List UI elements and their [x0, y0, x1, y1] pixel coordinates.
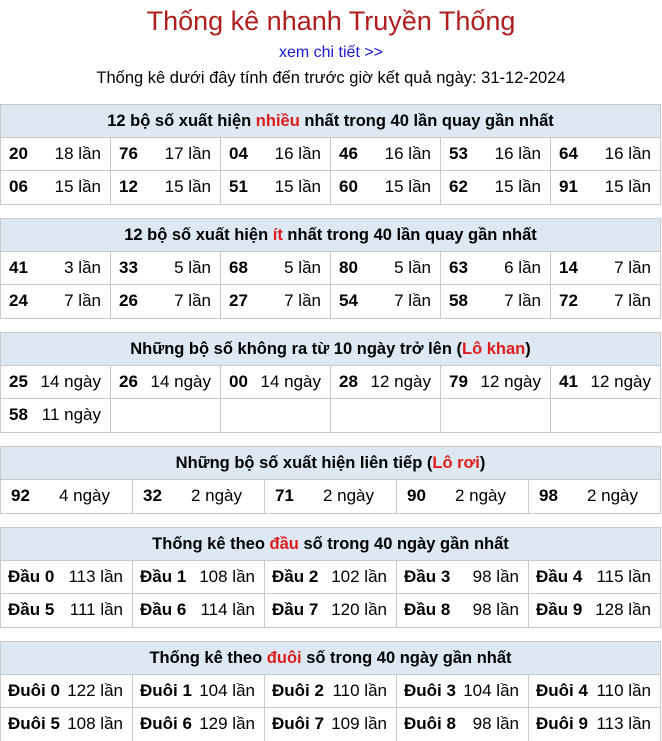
stat-count: 4 ngày — [58, 486, 110, 505]
stat-number: 20 — [9, 144, 28, 163]
stat-number: 14 — [559, 258, 578, 277]
stat-count: 98 lần — [472, 714, 519, 733]
stat-number: 90 — [407, 486, 426, 505]
stat-cell — [265, 594, 397, 627]
stat-cell — [265, 708, 397, 741]
title-highlight: Lô khan — [461, 340, 526, 358]
stat-count: 5 lần — [284, 258, 321, 277]
stat-count: 15 lần — [604, 177, 651, 196]
duoi-section — [0, 641, 661, 741]
stat-cell — [551, 285, 660, 318]
stat-number: 00 — [229, 372, 248, 391]
stat-number: 04 — [229, 144, 248, 163]
stat-number: 62 — [449, 177, 468, 196]
stat-number: 25 — [9, 372, 28, 391]
stat-cell — [133, 708, 265, 741]
title-highlight: Lô rơi — [432, 454, 480, 472]
stat-cell — [265, 675, 397, 707]
title-text: 12 bộ số xuất hiện — [107, 112, 256, 130]
empty-cell — [111, 399, 221, 432]
stat-count: 17 lần — [164, 144, 211, 163]
stat-cell — [529, 480, 660, 513]
lo-roi-row — [1, 480, 660, 513]
most-frequent-section — [0, 104, 661, 205]
stat-cell — [551, 366, 660, 398]
stat-number: 58 — [9, 405, 28, 424]
stat-count: 3 lần — [64, 258, 101, 277]
stat-cell — [221, 285, 331, 318]
stat-cell — [1, 399, 111, 432]
stat-count: 15 lần — [494, 177, 541, 196]
stat-count: 12 ngày — [370, 372, 431, 391]
stat-number: 80 — [339, 258, 358, 277]
table-row — [1, 252, 660, 285]
stat-number: 32 — [143, 486, 162, 505]
stat-number: 41 — [9, 258, 28, 277]
empty-cell — [331, 399, 441, 432]
stat-number: Đuôi 9 — [536, 714, 588, 733]
stat-number: Đầu 3 — [404, 567, 451, 586]
stat-cell — [331, 171, 441, 204]
stat-count: 2 ngày — [586, 486, 638, 505]
title-text: ) — [525, 340, 531, 358]
least-frequent-section — [0, 218, 661, 319]
table-row — [1, 399, 660, 432]
lo-roi-title — [1, 447, 660, 480]
stat-cell — [331, 138, 441, 170]
page-title: Thống kê nhanh Truyền Thống — [146, 6, 516, 36]
duoi-grid — [1, 675, 660, 741]
stat-number: Đầu 5 — [8, 600, 55, 619]
stat-number: 98 — [539, 486, 558, 505]
lo-khan-section — [0, 332, 661, 433]
stat-cell — [331, 252, 441, 284]
stat-count: 2 ngày — [190, 486, 242, 505]
title-highlight: đầu — [269, 535, 299, 553]
stat-count: 16 lần — [274, 144, 321, 163]
stat-number: Đuôi 6 — [140, 714, 192, 733]
title-highlight: nhiều — [255, 112, 300, 130]
stat-cell — [1, 480, 133, 513]
stat-cell — [441, 285, 551, 318]
table-row — [1, 138, 660, 171]
stat-number: Đuôi 3 — [404, 681, 456, 700]
stat-count: 7 lần — [614, 258, 651, 277]
stat-cell — [221, 138, 331, 170]
title-text: Những bộ số không ra từ 10 ngày trở lên ( — [130, 340, 462, 358]
stat-number: 41 — [559, 372, 578, 391]
stat-number: Đuôi 2 — [272, 681, 324, 700]
stat-count: 113 lần — [596, 714, 651, 733]
stat-count: 7 lần — [64, 291, 101, 310]
stat-number: Đầu 9 — [536, 600, 583, 619]
stat-count: 115 lần — [596, 567, 651, 586]
stat-count: 14 ngày — [150, 372, 211, 391]
stat-count: 5 lần — [174, 258, 211, 277]
stat-count: 98 lần — [472, 567, 519, 586]
stat-count: 16 lần — [384, 144, 431, 163]
stat-cell — [331, 285, 441, 318]
title-text: Thống kê theo — [149, 649, 267, 667]
stat-number: Đuôi 8 — [404, 714, 456, 733]
stat-count: 11 ngày — [41, 405, 101, 424]
stat-number: 79 — [449, 372, 468, 391]
stat-cell — [441, 252, 551, 284]
stat-number: Đầu 4 — [536, 567, 583, 586]
most-frequent-title — [1, 105, 660, 138]
stat-number: 28 — [339, 372, 358, 391]
stat-cell — [441, 138, 551, 170]
stat-cell — [111, 138, 221, 170]
stat-count: 111 lần — [69, 600, 123, 619]
stat-cell — [133, 480, 265, 513]
stat-count: 6 lần — [504, 258, 541, 277]
stat-count: 5 lần — [394, 258, 431, 277]
stat-count: 7 lần — [504, 291, 541, 310]
stat-cell — [397, 594, 529, 627]
lo-khan-title — [1, 333, 660, 366]
stat-number: 76 — [119, 144, 138, 163]
stat-count: 120 lần — [331, 600, 387, 619]
stat-count: 14 ngày — [40, 372, 101, 391]
stat-number: 63 — [449, 258, 468, 277]
stat-cell — [221, 366, 331, 398]
stat-number: Đầu 7 — [272, 600, 319, 619]
stat-cell — [265, 561, 397, 593]
stat-cell — [441, 171, 551, 204]
stat-number: 54 — [339, 291, 358, 310]
stat-cell — [551, 138, 660, 170]
stat-cell — [221, 252, 331, 284]
stat-cell — [1, 285, 111, 318]
stat-number: 33 — [119, 258, 138, 277]
stat-count: 128 lần — [595, 600, 651, 619]
stat-number: 24 — [9, 291, 28, 310]
stat-count: 108 lần — [67, 714, 123, 733]
stat-number: 26 — [119, 291, 138, 310]
stat-number: 68 — [229, 258, 248, 277]
stat-count: 15 lần — [384, 177, 431, 196]
stat-count: 98 lần — [472, 600, 519, 619]
stat-cell — [133, 594, 265, 627]
duoi-title — [1, 642, 660, 675]
stat-count: 16 lần — [604, 144, 651, 163]
stat-count: 15 lần — [164, 177, 211, 196]
stat-count: 113 lần — [68, 567, 123, 586]
stat-cell — [111, 285, 221, 318]
stat-number: 64 — [559, 144, 578, 163]
stat-count: 129 lần — [199, 714, 255, 733]
dau-title — [1, 528, 660, 561]
table-row — [1, 708, 660, 741]
title-text: nhất trong 40 lần quay gần nhất — [282, 226, 537, 244]
stat-cell — [133, 675, 265, 707]
stat-cell — [551, 171, 660, 204]
stat-number: Đầu 2 — [272, 567, 319, 586]
stat-number: 53 — [449, 144, 468, 163]
stat-cell — [397, 708, 529, 741]
stat-count: 110 lần — [596, 681, 651, 700]
stat-cell — [265, 480, 397, 513]
stat-count: 7 lần — [394, 291, 431, 310]
title-text: Thống kê theo — [152, 535, 270, 553]
empty-cell — [551, 399, 660, 432]
dau-section — [0, 527, 661, 628]
least-frequent-title — [1, 219, 660, 252]
stat-number: 58 — [449, 291, 468, 310]
stat-count: 7 lần — [284, 291, 321, 310]
stat-cell — [529, 708, 660, 741]
stat-cell — [111, 366, 221, 398]
stat-count: 7 lần — [614, 291, 651, 310]
title-text: ) — [479, 454, 486, 472]
stat-number: Đầu 8 — [404, 600, 451, 619]
stat-number: 71 — [275, 486, 294, 505]
stat-cell — [133, 561, 265, 593]
stat-number: Đuôi 0 — [8, 681, 60, 700]
stat-count: 2 ngày — [322, 486, 374, 505]
title-text: số trong 40 ngày gần nhất — [298, 535, 509, 553]
dau-grid — [1, 561, 660, 627]
stat-number: 92 — [11, 486, 30, 505]
stat-count: 102 lần — [331, 567, 387, 586]
stat-count: 14 ngày — [260, 372, 321, 391]
stat-number: 06 — [9, 177, 28, 196]
stat-count: 104 lần — [199, 681, 255, 700]
stat-count: 18 lần — [54, 144, 101, 163]
stat-count: 16 lần — [494, 144, 541, 163]
stat-number: 72 — [559, 291, 578, 310]
empty-cell — [441, 399, 551, 432]
stat-cell — [331, 366, 441, 398]
stat-number: Đuôi 1 — [140, 681, 192, 700]
stat-cell — [551, 252, 660, 284]
stat-count: 12 ngày — [590, 372, 651, 391]
stat-cell — [397, 480, 529, 513]
page-subtitle: Thống kê dưới đây tính đến trước giờ kết quả ngày: 31-12-2024 — [96, 69, 566, 87]
stat-count: 7 lần — [174, 291, 211, 310]
stat-cell — [1, 252, 111, 284]
stat-number: 26 — [119, 372, 138, 391]
stat-count: 110 lần — [332, 681, 387, 700]
least-frequent-grid — [1, 252, 660, 318]
stat-cell — [529, 561, 660, 593]
stat-count: 109 lần — [331, 714, 387, 733]
stat-cell — [529, 675, 660, 707]
stat-cell — [529, 594, 660, 627]
table-row — [1, 285, 660, 318]
stat-cell — [1, 708, 133, 741]
stat-cell — [441, 366, 551, 398]
title-text: nhất trong 40 lần quay gần nhất — [299, 112, 554, 130]
stat-cell — [221, 171, 331, 204]
stat-number: Đầu 1 — [140, 567, 187, 586]
stat-number: Đầu 0 — [8, 567, 55, 586]
stat-number: 91 — [559, 177, 578, 196]
stat-cell — [1, 171, 111, 204]
stat-count: 2 ngày — [454, 486, 506, 505]
stat-count: 12 ngày — [480, 372, 541, 391]
lo-roi-section — [0, 446, 661, 514]
stat-cell — [111, 252, 221, 284]
stat-number: 60 — [339, 177, 358, 196]
title-highlight: ít — [272, 226, 283, 244]
stat-number: 51 — [229, 177, 248, 196]
stat-cell — [1, 561, 133, 593]
table-row — [1, 366, 660, 399]
stat-number: 27 — [229, 291, 248, 310]
stat-cell — [397, 675, 529, 707]
stat-cell — [1, 675, 133, 707]
stat-number: 12 — [119, 177, 138, 196]
detail-link[interactable]: xem chi tiết >> — [278, 44, 384, 61]
table-row — [1, 561, 660, 594]
title-text: số trong 40 ngày gần nhất — [301, 649, 512, 667]
lo-khan-grid — [1, 366, 660, 432]
stat-number: 46 — [339, 144, 358, 163]
stat-number: Đầu 6 — [140, 600, 187, 619]
table-row — [1, 675, 660, 708]
stat-number: Đuôi 4 — [536, 681, 588, 700]
stat-cell — [1, 138, 111, 170]
stat-count: 104 lần — [463, 681, 519, 700]
stat-count: 122 lần — [67, 681, 123, 700]
stat-count: 114 lần — [200, 600, 255, 619]
stat-number: Đuôi 7 — [272, 714, 324, 733]
stat-cell — [1, 366, 111, 398]
stat-count: 108 lần — [199, 567, 255, 586]
title-text: Những bộ số xuất hiện liên tiếp ( — [175, 454, 433, 472]
most-frequent-grid — [1, 138, 660, 204]
stat-cell — [397, 561, 529, 593]
title-text: 12 bộ số xuất hiện — [124, 226, 273, 244]
stat-number: Đuôi 5 — [8, 714, 60, 733]
stat-count: 15 lần — [274, 177, 321, 196]
title-highlight: đuôi — [266, 649, 302, 667]
empty-cell — [221, 399, 331, 432]
stat-cell — [1, 594, 133, 627]
stat-count: 15 lần — [54, 177, 101, 196]
table-row — [1, 594, 660, 627]
table-row — [1, 171, 660, 204]
stat-cell — [111, 171, 221, 204]
